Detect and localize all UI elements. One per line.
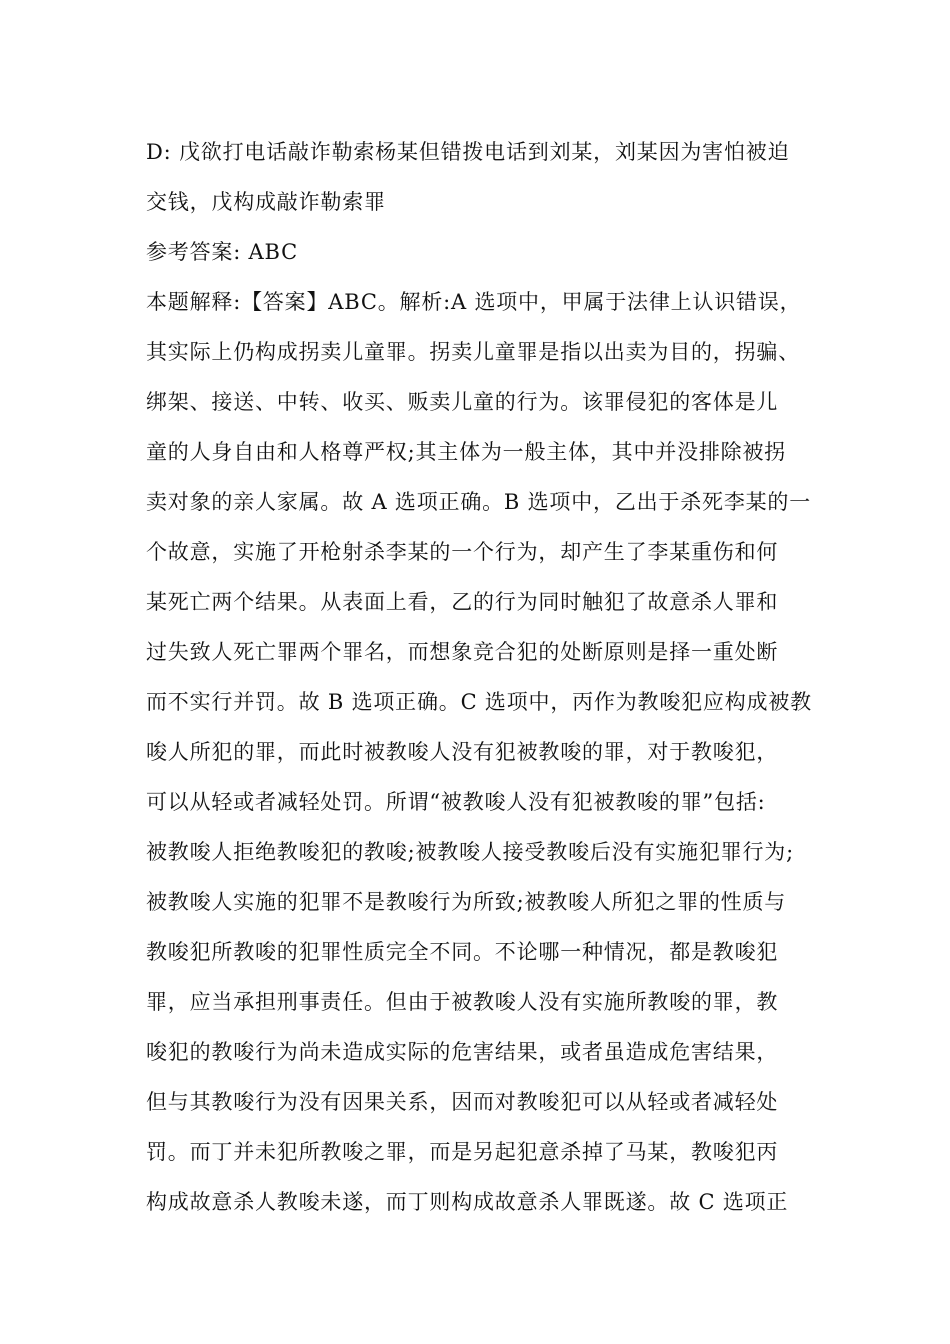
- text-line: 某死亡两个结果。从表面上看，乙的行为同时触犯了故意杀人罪和: [146, 590, 779, 614]
- text-line: 过失致人死亡罪两个罪名，而想象竞合犯的处断原则是择一重处断: [146, 640, 779, 664]
- text-line: 被教唆人拒绝教唆犯的教唆;被教唆人接受教唆后没有实施犯罪行为;: [146, 840, 794, 864]
- text-line: 但与其教唆行为没有因果关系，因而对教唆犯可以从轻或者减轻处: [146, 1090, 779, 1114]
- text-line: 罪，应当承担刑事责任。但由于被教唆人没有实施所教唆的罪，教: [146, 990, 779, 1014]
- text-line: 绑架、接送、中转、收买、贩卖儿童的行为。该罪侵犯的客体是儿: [146, 390, 779, 414]
- text-line: D: 戊欲打电话敲诈勒索杨某但错拨电话到刘某，刘某因为害怕被迫: [146, 140, 790, 164]
- document-body: [146, 133, 826, 1233]
- text-line: 可以从轻或者减轻处罚。所谓“被教唆人没有犯被教唆的罪”包括:: [146, 790, 766, 814]
- text-line: 被教唆人实施的犯罪不是教唆行为所致;被教唆人所犯之罪的性质与: [146, 890, 787, 914]
- text-line: 个故意，实施了开枪射杀李某的一个行为，却产生了李某重伤和何: [146, 540, 779, 564]
- text-line: 教唆犯所教唆的犯罪性质完全不同。不论哪一种情况，都是教唆犯: [146, 940, 779, 964]
- answer-line: 参考答案: ABC: [146, 240, 299, 264]
- explanation-line: 本题解释:【答案】ABC。解析:A 选项中，甲属于法律上认识错误，: [146, 290, 802, 314]
- text-line: 构成故意杀人教唆未遂，而丁则构成故意杀人罪既遂。故 C 选项正: [146, 1190, 789, 1214]
- text-line: 唆人所犯的罪，而此时被教唆人没有犯被教唆的罪，对于教唆犯，: [146, 740, 779, 764]
- text-line: 唆犯的教唆行为尚未造成实际的危害结果，或者虽造成危害结果，: [146, 1040, 779, 1064]
- text-line: 卖对象的亲人家属。故 A 选项正确。B 选项中，乙出于杀死李某的一: [146, 490, 812, 514]
- text-line: 罚。而丁并未犯所教唆之罪，而是另起犯意杀掉了马某，教唆犯丙: [146, 1140, 779, 1164]
- text-line: 其实际上仍构成拐卖儿童罪。拐卖儿童罪是指以出卖为目的，拐骗、: [146, 340, 800, 364]
- text-line: 交钱，戊构成敲诈勒索罪: [146, 190, 386, 214]
- text-line: 而不实行并罚。故 B 选项正确。C 选项中，丙作为教唆犯应构成被教: [146, 690, 812, 714]
- text-line: 童的人身自由和人格尊严权;其主体为一般主体，其中并没排除被拐: [146, 440, 787, 464]
